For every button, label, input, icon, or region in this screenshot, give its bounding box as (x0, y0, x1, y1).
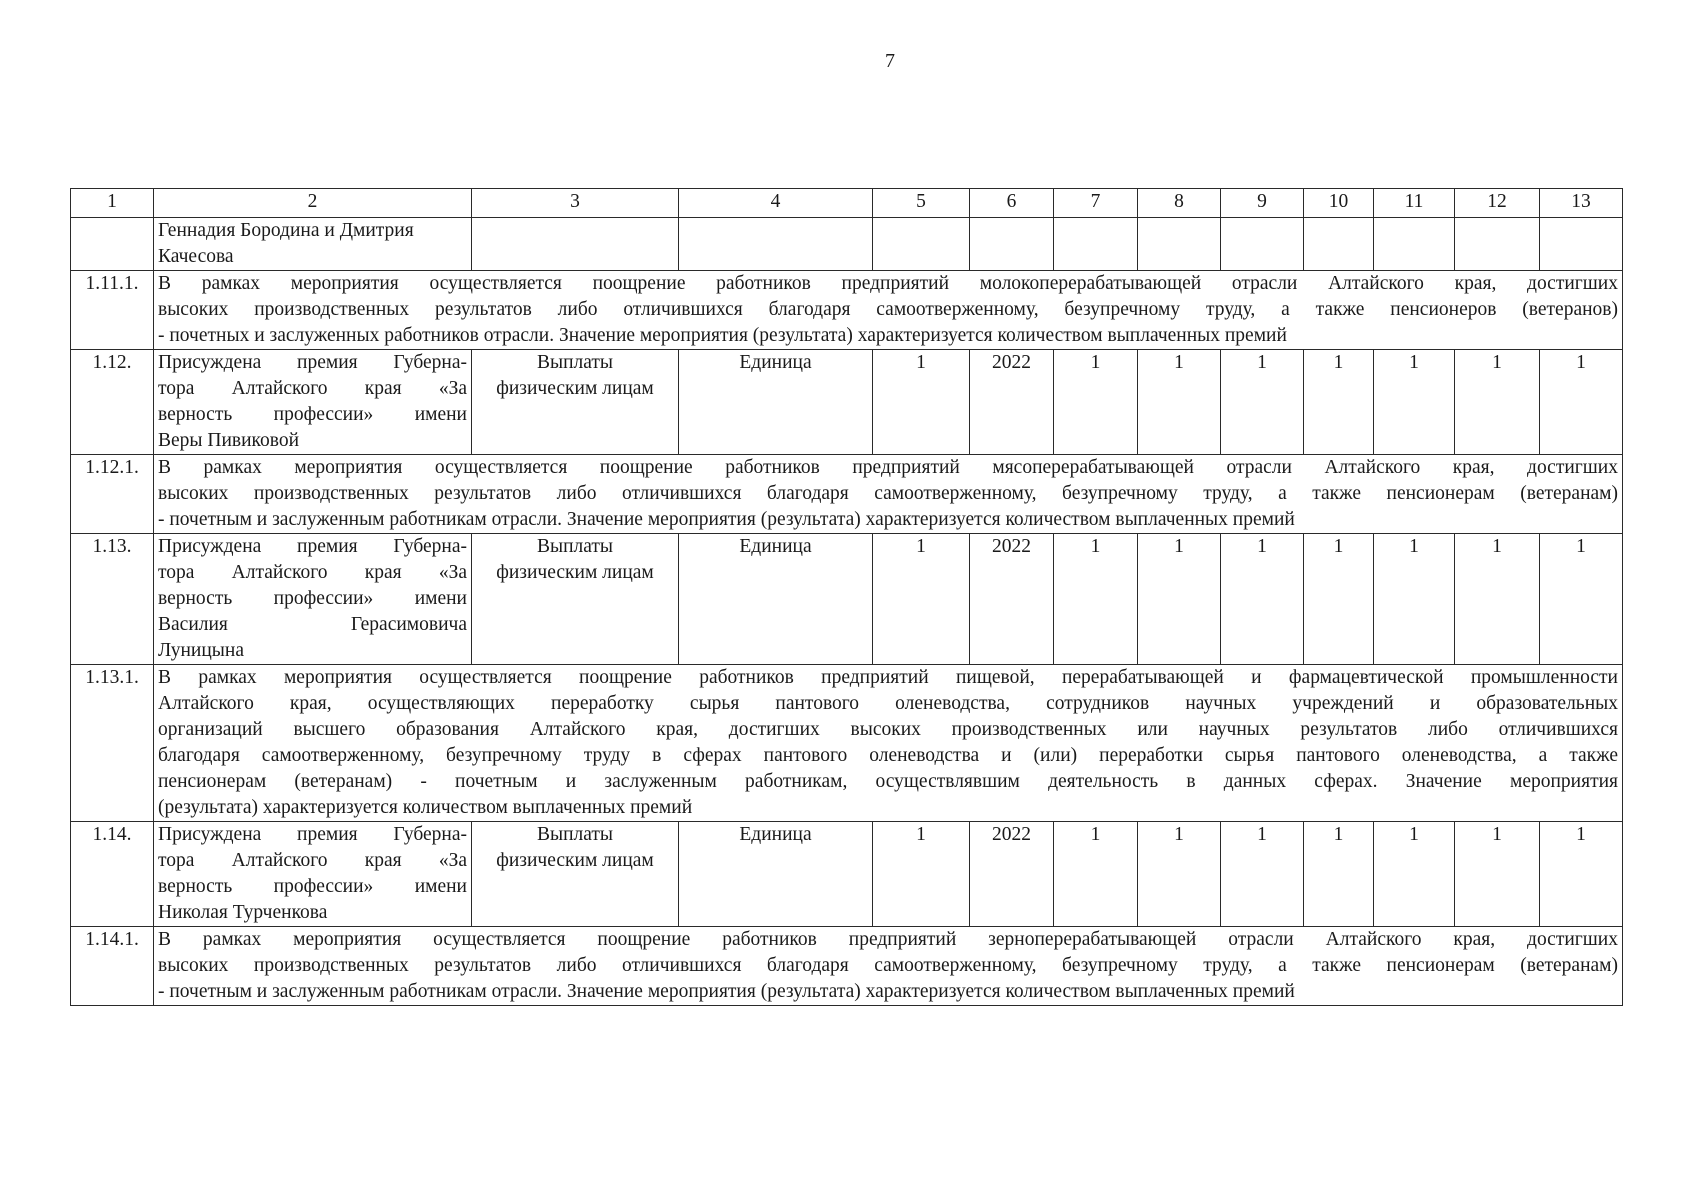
payment-type-line: Выплаты (536, 824, 614, 845)
description-cell (154, 665, 1623, 822)
unit-cell: Единица (679, 534, 873, 665)
value-cell: 1 (1540, 822, 1623, 927)
table-row (71, 822, 1623, 927)
event-name-line: тора Алтайского края «За (158, 850, 467, 871)
value-cell: 1 (1455, 822, 1540, 927)
cell (873, 218, 970, 271)
description-row (71, 455, 1623, 534)
col-header: 5 (873, 189, 970, 218)
targets-table (70, 188, 1623, 1006)
event-name-line: Качесова (158, 246, 234, 267)
payment-type-cell (472, 350, 679, 455)
row-number-cell: 1.13.1. (71, 665, 154, 822)
description-line: - почетным и заслуженным работникам отрасли. Значение мероприятия (результата) характеризуется количеством выплаченных премий (158, 509, 1295, 530)
row-number-cell: 1.13. (71, 534, 154, 665)
unit-cell: Единица (679, 822, 873, 927)
value-cell: 1 (1054, 534, 1138, 665)
event-name-line: Веры Пивиковой (158, 430, 300, 451)
description-line: - почетных и заслуженных работников отрасли. Значение мероприятия (результата) характеризуется количеством выплаченных премий (158, 325, 1287, 346)
value-cell: 1 (1221, 534, 1304, 665)
event-name-line: Луницына (158, 640, 244, 661)
event-name-line: Геннадия Бородина и Дмитрия (158, 220, 414, 241)
description-line: высоких производственных результатов либо отличившихся благодаря самоотверженному, безупречному труду, а также пенсионерам (ветеранам) (158, 483, 1618, 504)
value-cell: 1 (1374, 822, 1455, 927)
value-cell: 1 (1138, 534, 1221, 665)
table-row (71, 218, 1623, 271)
cell (1304, 218, 1374, 271)
description-line: - почетным и заслуженным работникам отрасли. Значение мероприятия (результата) характеризуется количеством выплаченных премий (158, 981, 1295, 1002)
payment-type-cell (472, 822, 679, 927)
row-number-cell: 1.14. (71, 822, 154, 927)
description-line: высоких производственных результатов либо отличившихся благодаря самоотверженному, безупречному труду, а также пенсионерам (ветеранам) (158, 955, 1618, 976)
description-line: организаций высшего образования Алтайского края, достигших высоких производственных или научных результатов либо отличившихся (158, 719, 1618, 740)
event-name-cell (154, 350, 472, 455)
event-name-line: Присуждена премия Губерна- (158, 352, 467, 373)
event-name-line: Василия Герасимовича (158, 614, 467, 635)
row-number-cell: 1.14.1. (71, 927, 154, 1006)
value-cell: 1 (1054, 350, 1138, 455)
year-cell: 2022 (970, 822, 1054, 927)
cell (1138, 218, 1221, 271)
value-cell: 1 (873, 534, 970, 665)
col-header: 7 (1054, 189, 1138, 218)
description-line: пенсионерам (ветеранам) - почетным и заслуженным работникам, осуществлявшим деятельность в данных сферах. Значение мероприятия (158, 771, 1618, 792)
page-number: 7 (885, 50, 895, 72)
description-cell (154, 927, 1623, 1006)
payment-type-line: Выплаты (536, 352, 614, 373)
value-cell: 1 (1374, 534, 1455, 665)
description-line: В рамках мероприятия осуществляется поощрение работников предприятий мясоперерабатывающей отрасли Алтайского края, достигших (158, 457, 1618, 478)
table-row (71, 350, 1623, 455)
col-header: 2 (154, 189, 472, 218)
description-line: В рамках мероприятия осуществляется поощрение работников предприятий пищевой, перерабатывающей и фармацевтической промышленности (158, 667, 1618, 688)
description-line: В рамках мероприятия осуществляется поощрение работников предприятий молокоперерабатывающей отрасли Алтайского края, достигших (158, 273, 1618, 294)
value-cell: 1 (1455, 350, 1540, 455)
value-cell: 1 (873, 822, 970, 927)
event-name-line: тора Алтайского края «За (158, 562, 467, 583)
description-row (71, 665, 1623, 822)
event-name-line: верность профессии» имени (158, 876, 467, 897)
description-line: благодаря самоотверженному, безупречному труду в сферах пантового оленеводства и (или) переработки сырья пантового оленеводства, а также (158, 745, 1618, 766)
event-name-cell (154, 822, 472, 927)
description-line: высоких производственных результатов либо отличившихся благодаря самоотверженному, безупречному труду, а также пенсионеров (ветеранов) (158, 299, 1618, 320)
description-row (71, 271, 1623, 350)
event-name-line: Присуждена премия Губерна- (158, 536, 467, 557)
payment-type-line: Выплаты (536, 536, 614, 557)
year-cell: 2022 (970, 350, 1054, 455)
row-number-cell (71, 218, 154, 271)
value-cell: 1 (1304, 822, 1374, 927)
event-name-line: верность профессии» имени (158, 404, 467, 425)
col-header: 13 (1540, 189, 1623, 218)
column-number-row (71, 189, 1623, 218)
cell (472, 218, 679, 271)
event-name-cell (154, 218, 472, 271)
table-row (71, 534, 1623, 665)
col-header: 12 (1455, 189, 1540, 218)
value-cell: 1 (873, 350, 970, 455)
col-header: 11 (1374, 189, 1455, 218)
event-name-line: тора Алтайского края «За (158, 378, 467, 399)
col-header: 4 (679, 189, 873, 218)
value-cell: 1 (1138, 350, 1221, 455)
payment-type-line: физическим лицам (496, 850, 654, 871)
description-line: (результата) характеризуется количеством выплаченных премий (158, 797, 693, 818)
cell (1221, 218, 1304, 271)
value-cell: 1 (1138, 822, 1221, 927)
payment-type-cell (472, 534, 679, 665)
description-row (71, 927, 1623, 1006)
payment-type-line: физическим лицам (496, 378, 654, 399)
cell (1540, 218, 1623, 271)
value-cell: 1 (1221, 822, 1304, 927)
row-number-cell: 1.11.1. (71, 271, 154, 350)
value-cell: 1 (1540, 534, 1623, 665)
value-cell: 1 (1540, 350, 1623, 455)
unit-cell: Единица (679, 350, 873, 455)
description-cell (154, 455, 1623, 534)
year-cell: 2022 (970, 534, 1054, 665)
event-name-cell (154, 534, 472, 665)
cell (1054, 218, 1138, 271)
col-header: 9 (1221, 189, 1304, 218)
value-cell: 1 (1374, 350, 1455, 455)
cell (679, 218, 873, 271)
cell (1374, 218, 1455, 271)
description-line: В рамках мероприятия осуществляется поощрение работников предприятий зерноперерабатывающей отрасли Алтайского края, достигших (158, 929, 1618, 950)
col-header: 8 (1138, 189, 1221, 218)
value-cell: 1 (1304, 350, 1374, 455)
description-line: Алтайского края, осуществляющих переработку сырья пантового оленеводства, сотрудников научных учреждений и образовательных (158, 693, 1618, 714)
value-cell: 1 (1304, 534, 1374, 665)
cell (970, 218, 1054, 271)
col-header: 1 (71, 189, 154, 218)
description-cell (154, 271, 1623, 350)
row-number-cell: 1.12.1. (71, 455, 154, 534)
payment-type-line: физическим лицам (496, 562, 654, 583)
col-header: 3 (472, 189, 679, 218)
col-header: 10 (1304, 189, 1374, 218)
event-name-line: Присуждена премия Губерна- (158, 824, 467, 845)
row-number-cell: 1.12. (71, 350, 154, 455)
event-name-line: верность профессии» имени (158, 588, 467, 609)
event-name-line: Николая Турченкова (158, 902, 328, 923)
value-cell: 1 (1221, 350, 1304, 455)
value-cell: 1 (1455, 534, 1540, 665)
col-header: 6 (970, 189, 1054, 218)
cell (1455, 218, 1540, 271)
value-cell: 1 (1054, 822, 1138, 927)
